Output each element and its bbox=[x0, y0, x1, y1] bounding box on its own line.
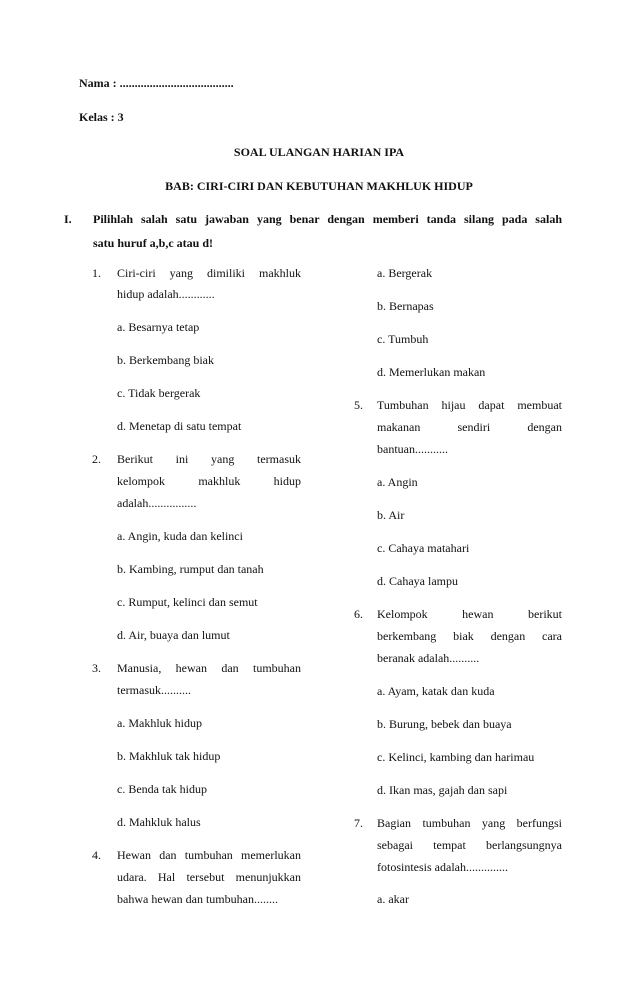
question-number: 6. bbox=[354, 607, 363, 621]
answer-option[interactable]: b. Burung, bebek dan buaya bbox=[377, 717, 512, 731]
answer-option[interactable]: a. Ayam, katak dan kuda bbox=[377, 684, 495, 698]
answer-option[interactable]: d. Air, buaya dan lumut bbox=[117, 628, 230, 642]
question-text: adalah................ bbox=[117, 496, 197, 510]
answer-option[interactable]: b. Makhluk tak hidup bbox=[117, 749, 221, 763]
answer-option[interactable]: a. Angin bbox=[377, 475, 418, 489]
kelas-field: Kelas : 3 bbox=[79, 110, 124, 124]
question-text: Kelompok hewan berikut bbox=[377, 607, 562, 621]
question-text: beranak adalah.......... bbox=[377, 651, 480, 665]
question-text: termasuk.......... bbox=[117, 683, 191, 697]
instruction-line: satu huruf a,b,c atau d! bbox=[93, 236, 214, 250]
question-text: udara. Hal tersebut menunjukkan bbox=[117, 870, 301, 884]
answer-option[interactable]: b. Kambing, rumput dan tanah bbox=[117, 562, 264, 576]
question-text: kelompok makhluk hidup bbox=[117, 474, 301, 488]
answer-option[interactable]: b. Bernapas bbox=[377, 299, 434, 313]
answer-option[interactable]: a. Makhluk hidup bbox=[117, 716, 202, 730]
answer-option[interactable]: c. Kelinci, kambing dan harimau bbox=[377, 750, 535, 764]
answer-option[interactable]: d. Memerlukan makan bbox=[377, 365, 486, 379]
question-text: bantuan........... bbox=[377, 442, 448, 456]
answer-option[interactable]: a. Bergerak bbox=[377, 266, 433, 280]
instruction-line: Pilihlah salah satu jawaban yang benar dengan memberi tanda silang pada salah bbox=[93, 212, 562, 226]
question-number: 1. bbox=[92, 266, 101, 280]
section-number: I. bbox=[64, 212, 72, 226]
question-text: makanan sendiri dengan bbox=[377, 420, 562, 434]
question-text: bahwa hewan dan tumbuhan........ bbox=[117, 892, 278, 906]
answer-option[interactable]: c. Tumbuh bbox=[377, 332, 429, 346]
question-number: 5. bbox=[354, 398, 363, 412]
answer-option[interactable]: b. Air bbox=[377, 508, 405, 522]
answer-option[interactable]: c. Tidak bergerak bbox=[117, 386, 201, 400]
answer-option[interactable]: c. Cahaya matahari bbox=[377, 541, 470, 555]
question-number: 7. bbox=[354, 816, 363, 830]
answer-option[interactable]: d. Cahaya lampu bbox=[377, 574, 458, 588]
question-text: Bagian tumbuhan yang berfungsi bbox=[377, 816, 562, 830]
answer-option[interactable]: a. Angin, kuda dan kelinci bbox=[117, 529, 243, 543]
question-number: 2. bbox=[92, 452, 101, 466]
answer-option[interactable]: d. Mahkluk halus bbox=[117, 815, 201, 829]
answer-option[interactable]: d. Menetap di satu tempat bbox=[117, 419, 242, 433]
answer-option[interactable]: c. Rumput, kelinci dan semut bbox=[117, 595, 258, 609]
question-number: 4. bbox=[92, 848, 101, 862]
page-title: SOAL ULANGAN HARIAN IPA bbox=[233, 145, 405, 159]
answer-option[interactable]: d. Ikan mas, gajah dan sapi bbox=[377, 783, 508, 797]
answer-option[interactable]: a. akar bbox=[377, 892, 409, 906]
answer-option[interactable]: b. Berkembang biak bbox=[117, 353, 214, 367]
question-text: Manusia, hewan dan tumbuhan bbox=[117, 661, 301, 675]
question-text: Ciri-ciri yang dimiliki makhluk bbox=[117, 266, 301, 280]
question-text: hidup adalah............ bbox=[117, 287, 215, 301]
question-text: berkembang biak dengan cara bbox=[377, 629, 562, 643]
question-number: 3. bbox=[92, 661, 101, 675]
question-text: fotosintesis adalah.............. bbox=[377, 860, 508, 874]
nama-field: Nama : ...................................... bbox=[79, 76, 234, 90]
question-text: sebagai tempat berlangsungnya bbox=[377, 838, 562, 852]
page-subtitle: BAB: CIRI-CIRI DAN KEBUTUHAN MAKHLUK HIDUP bbox=[165, 179, 473, 193]
answer-option[interactable]: c. Benda tak hidup bbox=[117, 782, 207, 796]
question-text: Berikut ini yang termasuk bbox=[117, 452, 301, 466]
question-text: Hewan dan tumbuhan memerlukan bbox=[117, 848, 301, 862]
question-text: Tumbuhan hijau dapat membuat bbox=[377, 398, 562, 412]
answer-option[interactable]: a. Besarnya tetap bbox=[117, 320, 200, 334]
